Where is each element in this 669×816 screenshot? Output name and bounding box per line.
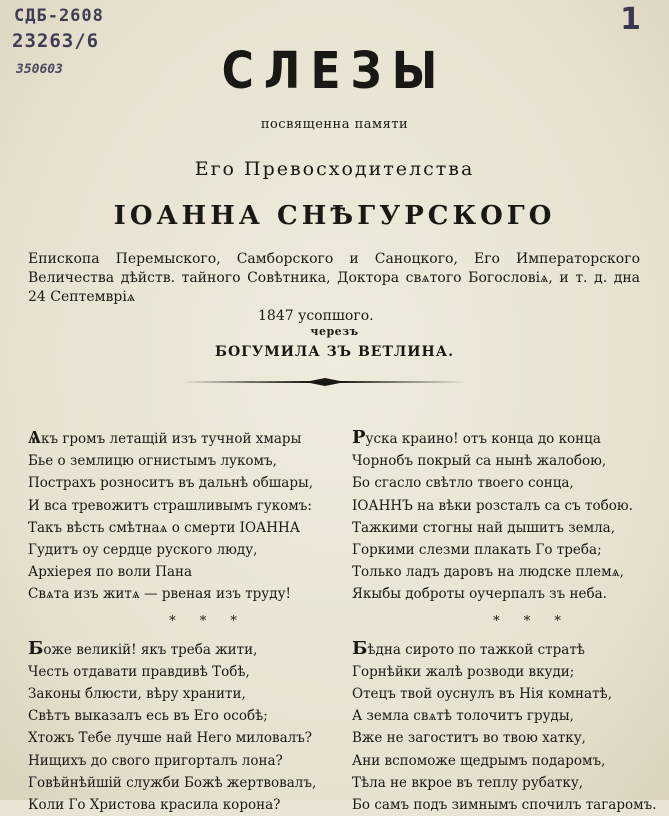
verse-line: Говѣйнѣйшій служби Божѣ жертвовалъ, [28, 774, 317, 791]
author-name: БОГУМИЛА ЗЪ ВЕТЛИНА. [215, 344, 454, 360]
verse-line: Такъ вѣсть смѣтнаѧ о смерти ІОАННА [28, 519, 301, 536]
through-label: черезъ [310, 325, 359, 338]
verse-line: Бѣдна сирото по тажкой стратѣ [352, 637, 585, 659]
verse-line: Архіерея по воли Пана [28, 564, 193, 581]
verse-line: Законы блюсти, вѣру хранити, [28, 686, 246, 703]
verse-line: Хтожъ Тебе лучше най Него миловалъ? [28, 730, 313, 747]
verse-line: Горкими слезми плакать Го треба; [352, 542, 602, 559]
verse-line: И вса тревожитъ страшливымъ гукомъ: [28, 497, 312, 514]
dedication-line: посвященна памяти [260, 117, 409, 132]
honorific-line: Его Превосходителства [194, 158, 475, 180]
stanza-separator: * * * [493, 613, 571, 629]
poem-title: СЛЕЗЫ [221, 42, 448, 101]
verse-line: Ѧкъ громъ летащій изъ тучной хмары [28, 427, 302, 448]
stanza-3 [352, 427, 652, 606]
stanza-4 [352, 637, 657, 816]
verse-line: Бье о землицю огнистымъ лукомъ, [28, 453, 277, 470]
verse-line: Свѧта изъ житѧ — рвеная изъ труду! [28, 586, 291, 603]
poem-column-left [28, 427, 328, 816]
description-line: дѣйств. тайного Совѣтника, Доктора свѧтого Богословіѧ, и т. д. дна 24 Септемвріѧ [28, 270, 640, 305]
inventory-number-handwritten: 23263/6 [12, 30, 100, 52]
verse-line: Руска краино! отъ конца до конца [352, 427, 601, 448]
verse-line: Бо сгасло свѣтло твоего сонца, [352, 475, 574, 492]
verse-line: Чорнобъ покрый са нынѣ жалобою, [352, 453, 607, 470]
stanza-2 [28, 638, 328, 816]
verse-line: Гудитъ оу сердце руского люду, [28, 542, 258, 559]
acquisition-number-handwritten: 350603 [16, 62, 63, 77]
description-line: 1847 усопшого. [258, 308, 374, 324]
verse-line: Свѣтъ выказалъ есь въ Его особѣ; [28, 708, 268, 725]
verse-line: Честь отдавати правдивѣ Тобѣ, [28, 663, 250, 680]
verse-line: ІОАННЪ на вѣки розсталъ са съ тобою. [352, 497, 633, 514]
stanza-1 [28, 427, 328, 606]
stanza-separator: * * * [169, 613, 247, 629]
verse-line: Вже не загоститъ во твою хатку, [352, 730, 586, 747]
verse-line: Коли Го Христова красила корона? [28, 797, 281, 814]
ornamental-rule [180, 377, 470, 387]
folio-number: 1 [620, 2, 641, 37]
verse-line: Тѣла не вкрое въ теплу рубатку, [352, 774, 584, 791]
verse-line: Боже великій! якъ треба жити, [28, 637, 258, 659]
verse-line: Отецъ твой оуснулъ въ Нія комнатѣ, [352, 686, 612, 703]
verse-line: Нищихъ до свого пригорталъ лона? [28, 752, 283, 769]
verse-line: Якыбы доброты оучерпалъ зъ неба. [352, 586, 607, 603]
honoree-description [28, 250, 640, 326]
verse-line: А земла свѧтѣ толочитъ груды, [352, 708, 574, 725]
verse-line: Горнѣйки жалѣ розводи вкуди; [352, 663, 575, 680]
verse-line: Пострахъ розноситъ въ дальнѣ обшары, [28, 475, 314, 492]
shelfmark-handwritten: СДБ-2608 [14, 6, 104, 26]
verse-line: Тажкими стогны най дышитъ земла, [352, 519, 616, 536]
honoree-name: ІОАННА СНѢГУРСКОГО [113, 201, 556, 231]
description-line: Епископа Перемыского, Самборского и Саноцкого, Его Императорского Величества [28, 251, 640, 286]
verse-line: Ани вспоможе щедрымъ подаромъ, [352, 752, 606, 769]
verse-line: Только ладъ даровъ на людске племѧ, [352, 564, 624, 581]
verse-line: Бо самъ подъ зимнымъ спочилъ тагаромъ. [352, 797, 657, 814]
poem-column-right [352, 427, 657, 816]
